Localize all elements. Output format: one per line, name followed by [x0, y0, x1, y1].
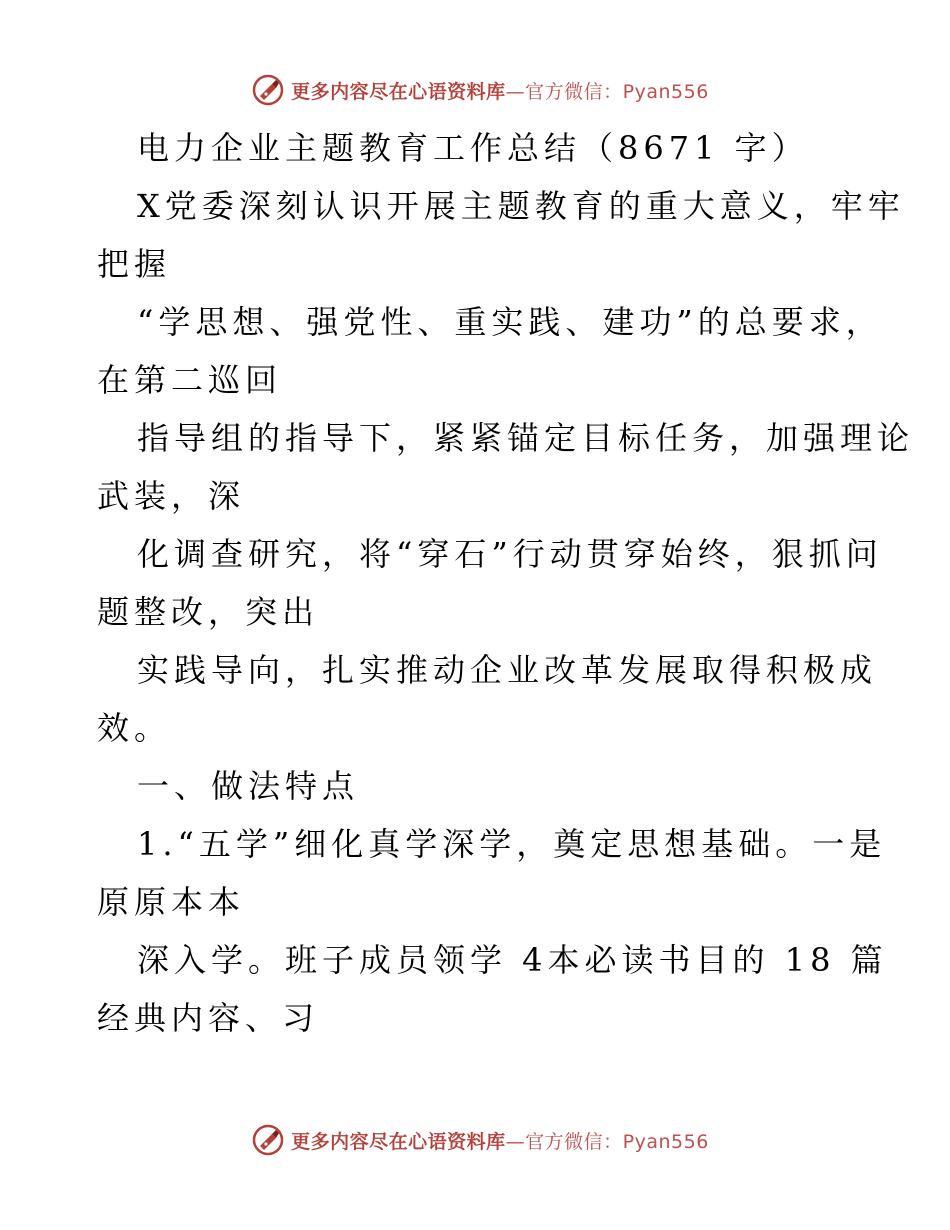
footer-banner-wechat: 官方微信：Pyan556	[525, 1130, 709, 1153]
paragraph-line: 武装，深	[97, 477, 246, 515]
paragraph-line: 效。	[97, 709, 172, 747]
header-banner-main: 更多内容尽在心语资料库	[291, 80, 506, 103]
header-banner-text	[291, 77, 709, 104]
header-banner-wechat: 官方微信：Pyan556	[525, 80, 709, 103]
paragraph-line: 在第二巡回	[97, 361, 283, 399]
paragraph-line: “学思想、强党性、重实践、建功”的总要求，	[137, 303, 883, 341]
footer-banner-main: 更多内容尽在心语资料库	[291, 1130, 506, 1153]
paragraph-line: 1.“五学”细化真学深学，奠定思想基础。一是	[137, 825, 887, 863]
paragraph-line: X党委深刻认识开展主题教育的重大意义，牢牢	[137, 187, 905, 225]
paragraph-line: 原原本本	[97, 883, 246, 921]
document-title: 电力企业主题教育工作总结（8671 字）	[137, 129, 809, 167]
footer-banner-inner	[251, 1123, 709, 1157]
paragraph-line: 题整改，突出	[97, 593, 320, 631]
section-heading: 一、做法特点	[137, 767, 360, 805]
header-banner-inner	[251, 73, 709, 107]
paragraph-line: 深入学。班子成员领学 4本必读书目的 18 篇	[137, 941, 888, 979]
footer-banner-dash: —	[505, 1130, 526, 1153]
paragraph-line: 实践导向，扎实推动企业改革发展取得积极成	[137, 651, 878, 689]
footer-banner	[0, 1120, 950, 1160]
paragraph-line: 指导组的指导下，紧紧锚定目标任务，加强理论	[137, 419, 915, 457]
pen-nib-logo-icon	[251, 73, 285, 107]
header-banner	[0, 70, 950, 110]
paragraph-line: 把握	[97, 245, 172, 283]
header-banner-dash: —	[505, 80, 526, 103]
paragraph-line: 化调查研究，将“穿石”行动贯穿始终，狠抓问	[137, 535, 883, 573]
paragraph-line: 经典内容、习	[97, 999, 320, 1037]
footer-banner-text	[291, 1127, 709, 1154]
pen-nib-logo-icon	[251, 1123, 285, 1157]
